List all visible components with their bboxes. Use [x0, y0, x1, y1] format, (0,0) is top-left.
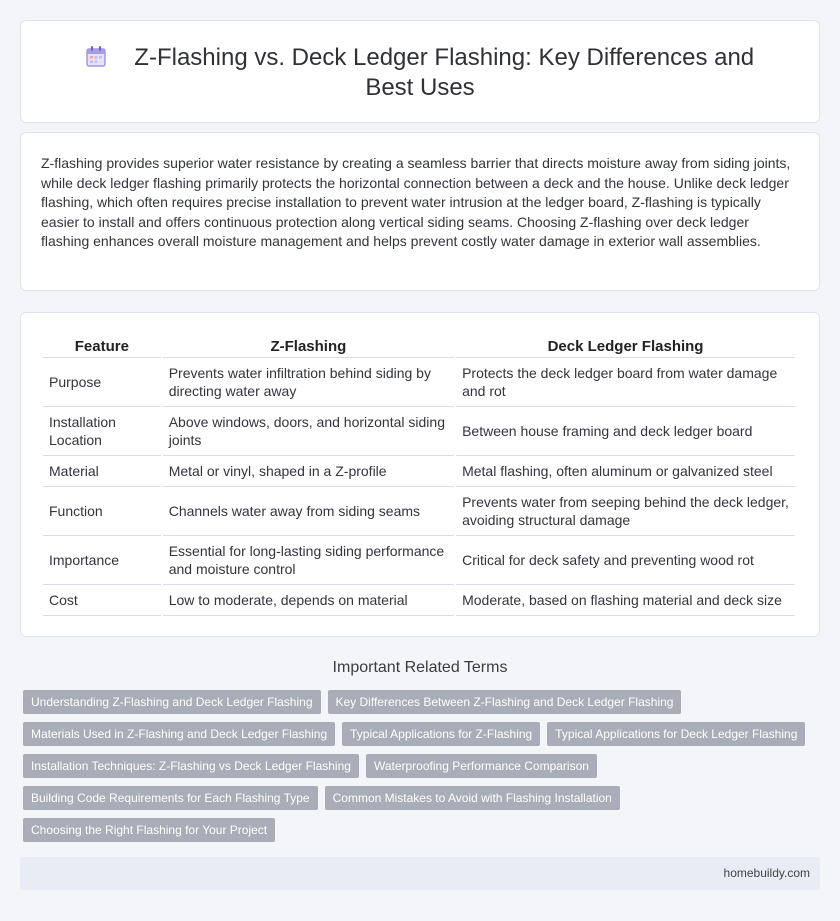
table-row — [43, 585, 795, 616]
row-deck-ledger: Moderate, based on flashing material and deck size — [456, 585, 795, 616]
related-tag[interactable]: Installation Techniques: Z-Flashing vs Deck Ledger Flashing — [23, 754, 359, 778]
row-deck-ledger: Metal flashing, often aluminum or galvanized steel — [456, 456, 795, 487]
row-z-flashing: Above windows, doors, and horizontal siding joints — [163, 407, 454, 456]
related-tag[interactable]: Building Code Requirements for Each Flashing Type — [23, 786, 318, 810]
row-deck-ledger: Protects the deck ledger board from water damage and rot — [456, 358, 795, 407]
row-z-flashing: Metal or vinyl, shaped in a Z-profile — [163, 456, 454, 487]
table-row — [43, 407, 795, 456]
title-wrap — [21, 43, 819, 103]
tag-row — [23, 818, 813, 842]
row-feature: Importance — [43, 536, 161, 585]
related-tag[interactable]: Understanding Z-Flashing and Deck Ledger Flashing — [23, 690, 321, 714]
table-row — [43, 358, 795, 407]
row-z-flashing: Low to moderate, depends on material — [163, 585, 454, 616]
row-z-flashing: Prevents water infiltration behind siding by directing water away — [163, 358, 454, 407]
footer — [20, 857, 820, 890]
footer-site[interactable]: homebuildy.com — [723, 866, 810, 880]
tag-row — [23, 722, 813, 746]
intro-paragraph: Z-flashing provides superior water resistance by creating a seamless barrier that directs moisture away from siding joints, while deck ledger flashing primarily protects the horizontal connection between a deck and the house. Unlike deck ledger flashing, which often requires precise installation to prevent water intrusion at the ledger board, Z-flashing is typically easier to install and offers continuous protection along vertical siding seams. Choosing Z-flashing over deck ledger flashing enhances overall moisture management and helps prevent costly water damage in exterior wall assemblies. — [41, 155, 791, 249]
related-terms-tags — [23, 690, 813, 850]
related-terms-title: Important Related Terms — [332, 659, 508, 676]
intro-card — [20, 132, 820, 291]
calendar-icon — [86, 45, 106, 67]
header-z-flashing: Z-Flashing — [163, 335, 454, 358]
header-card — [20, 20, 820, 123]
row-feature: Material — [43, 456, 161, 487]
row-feature: Installation Location — [43, 407, 161, 456]
table-header-row — [43, 335, 795, 358]
related-tag[interactable]: Materials Used in Z-Flashing and Deck Ledger Flashing — [23, 722, 335, 746]
table-row — [43, 536, 795, 585]
header-deck-ledger-flashing: Deck Ledger Flashing — [456, 335, 795, 358]
related-tag[interactable]: Key Differences Between Z-Flashing and Deck Ledger Flashing — [328, 690, 682, 714]
row-z-flashing: Channels water away from siding seams — [163, 487, 454, 536]
row-deck-ledger: Between house framing and deck ledger board — [456, 407, 795, 456]
related-tag[interactable]: Common Mistakes to Avoid with Flashing Installation — [325, 786, 620, 810]
tag-row — [23, 690, 813, 714]
related-tag[interactable]: Waterproofing Performance Comparison — [366, 754, 597, 778]
related-tag[interactable]: Typical Applications for Z-Flashing — [342, 722, 540, 746]
row-z-flashing: Essential for long-lasting siding performance and moisture control — [163, 536, 454, 585]
header-feature: Feature — [43, 335, 161, 358]
row-feature: Cost — [43, 585, 161, 616]
table-row — [43, 487, 795, 536]
row-feature: Purpose — [43, 358, 161, 407]
related-tag[interactable]: Typical Applications for Deck Ledger Flashing — [547, 722, 805, 746]
comparison-table — [41, 335, 797, 616]
row-deck-ledger: Critical for deck safety and preventing wood rot — [456, 536, 795, 585]
tag-row — [23, 754, 813, 778]
comparison-card — [20, 312, 820, 637]
row-deck-ledger: Prevents water from seeping behind the deck ledger, avoiding structural damage — [456, 487, 795, 536]
tag-row — [23, 786, 813, 810]
table-row — [43, 456, 795, 487]
row-feature: Function — [43, 487, 161, 536]
related-tag[interactable]: Choosing the Right Flashing for Your Project — [23, 818, 275, 842]
page-title: Z-Flashing vs. Deck Ledger Flashing: Key Differences and Best Uses — [134, 44, 755, 101]
